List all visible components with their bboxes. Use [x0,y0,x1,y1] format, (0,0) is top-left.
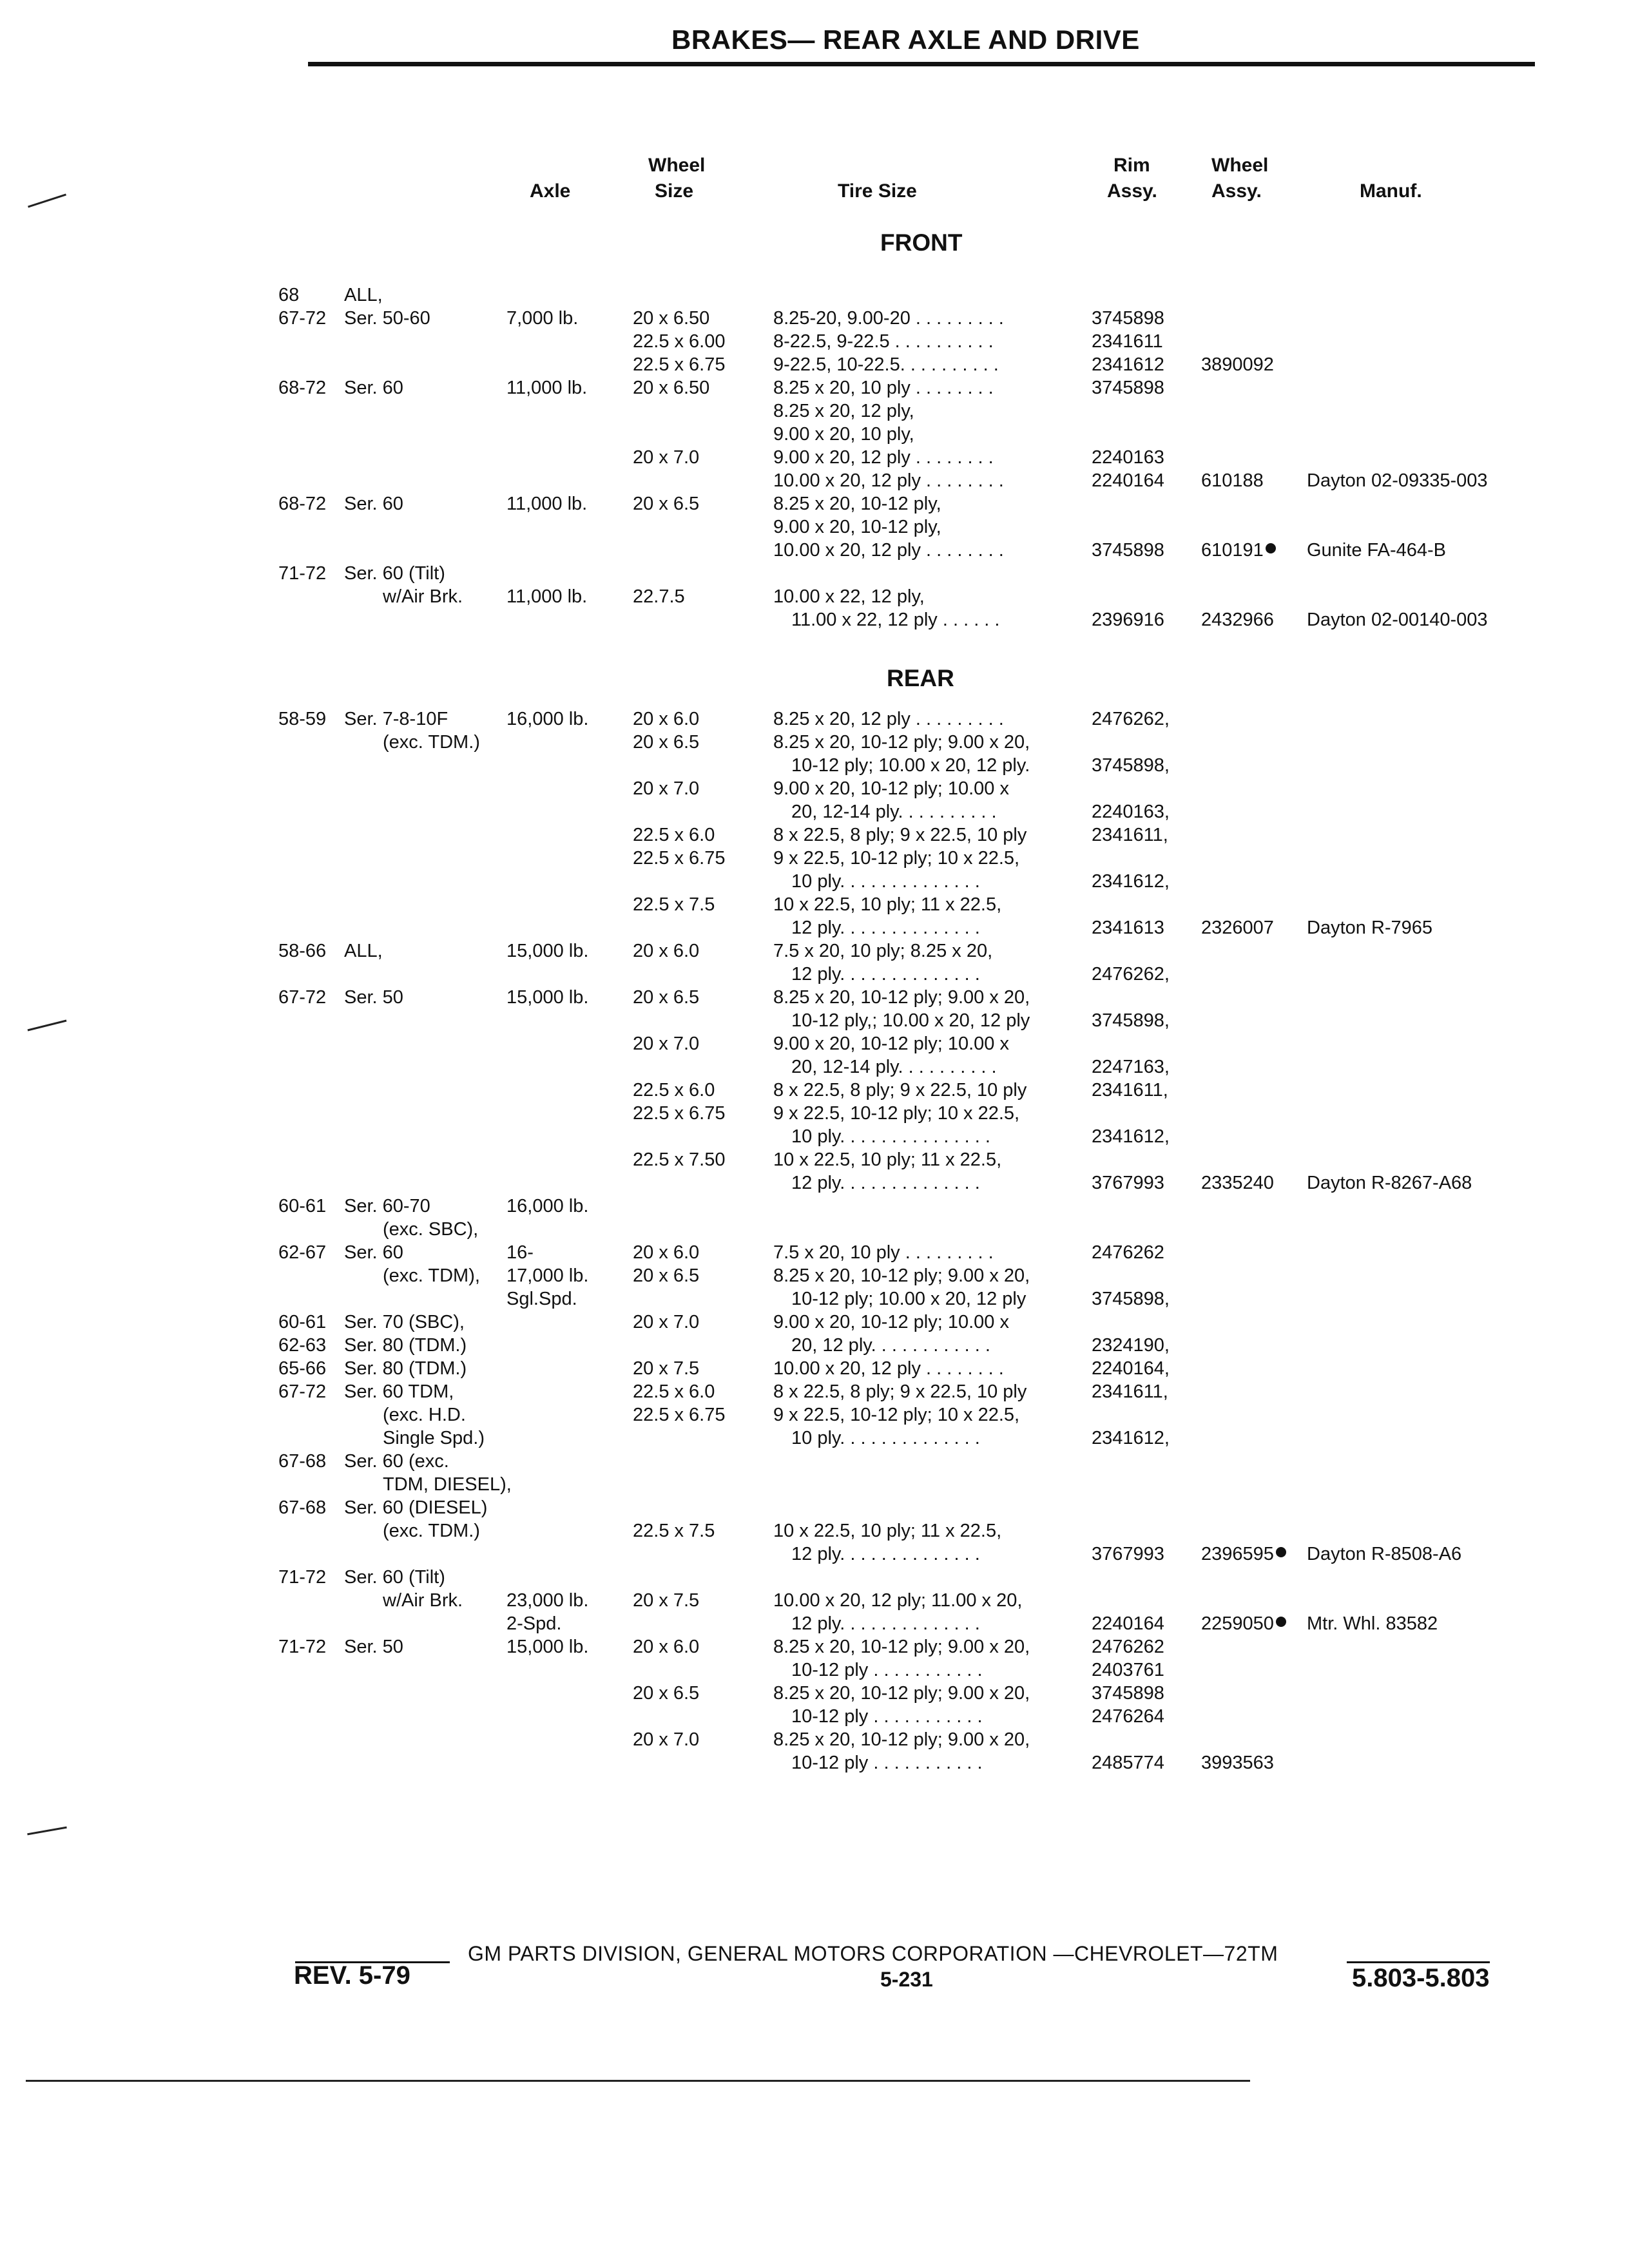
row-model: (exc. TDM), [383,1265,480,1286]
row-rim-assy: 2396916 [1092,610,1164,630]
row-year: 62-67 [278,1242,327,1263]
row-tire-size: 8 x 22.5, 8 ply; 9 x 22.5, 10 ply [773,1381,1027,1402]
row-tire-size: 10 ply. . . . . . . . . . . . . . [791,1428,980,1448]
row-rim-assy: 2341613 [1092,918,1164,938]
row-wheel-size: 20 x 6.5 [633,1265,700,1286]
row-wheel-size: 20 x 7.5 [633,1358,700,1379]
row-axle: 11,000 lb. [506,494,588,514]
row-wheel-assy: 2432966 [1201,610,1274,630]
row-model: Single Spd.) [383,1428,485,1448]
row-rim-assy: 3767993 [1092,1173,1164,1193]
row-tire-size: 8-22.5, 9-22.5 . . . . . . . . . . [773,331,994,352]
row-tire-size: 8.25 x 20, 10-12 ply; 9.00 x 20, [773,732,1030,753]
margin-mark [27,1827,67,1836]
row-tire-size: 8.25 x 20, 10-12 ply; 9.00 x 20, [773,987,1030,1008]
row-tire-size: 10.00 x 20, 12 ply; 11.00 x 20, [773,1590,1023,1611]
row-wheel-size: 20 x 7.5 [633,1590,700,1611]
row-year: 67-68 [278,1451,327,1472]
row-tire-size: 8.25 x 20, 12 ply . . . . . . . . . [773,709,1004,729]
row-model: Ser. 60 [344,494,403,514]
row-tire-size: 10-12 ply . . . . . . . . . . . [791,1753,983,1773]
row-wheel-size: 20 x 7.0 [633,1033,700,1054]
row-wheel-assy: 610188 [1201,470,1264,491]
row-wheel-size: 20 x 6.5 [633,987,700,1008]
row-model: Ser. 60 [344,378,403,398]
row-model: w/Air Brk. [383,1590,463,1611]
row-tire-size: 8.25 x 20, 10-12 ply; 9.00 x 20, [773,1729,1030,1750]
row-manuf: Dayton R-7965 [1307,918,1433,938]
row-tire-size: 9 x 22.5, 10-12 ply; 10 x 22.5, [773,1405,1020,1425]
row-wheel-assy: 3890092 [1201,354,1274,375]
row-manuf: Dayton R-8508-A6 [1307,1544,1462,1564]
margin-mark [28,1020,67,1032]
row-tire-size: 8.25 x 20, 10-12 ply; 9.00 x 20, [773,1683,1030,1704]
row-tire-size: 10 x 22.5, 10 ply; 11 x 22.5, [773,1149,1002,1170]
row-year: 62-63 [278,1335,327,1356]
row-axle: 11,000 lb. [506,378,588,398]
row-rim-assy: 2485774 [1092,1753,1164,1773]
margin-mark [28,193,66,207]
row-wheel-assy: 3993563 [1201,1753,1274,1773]
row-wheel-size: 20 x 7.0 [633,1312,700,1332]
row-model: (exc. TDM.) [383,732,480,753]
row-model: Ser. 60 (Tilt) [344,1567,445,1588]
row-rim-assy: 2476264 [1092,1706,1164,1727]
row-rim-assy: 2240164, [1092,1358,1170,1379]
row-tire-size: 10.00 x 22, 12 ply, [773,586,925,607]
row-tire-size: 9.00 x 20, 12 ply . . . . . . . . [773,447,994,468]
bullet-icon [1276,1547,1286,1557]
row-wheel-size: 22.5 x 6.75 [633,1103,726,1124]
row-model: Ser. 80 (TDM.) [344,1358,467,1379]
row-rim-assy: 3745898, [1092,1010,1170,1031]
row-rim-assy: 2476262, [1092,709,1170,729]
row-axle: 16,000 lb. [506,1196,589,1216]
row-tire-size: 9.00 x 20, 10-12 ply; 10.00 x [773,1033,1009,1054]
row-model: ALL, [344,285,383,305]
row-wheel-size: 20 x 6.5 [633,732,700,753]
row-tire-size: 9.00 x 20, 10-12 ply; 10.00 x [773,778,1009,799]
row-tire-size: 12 ply. . . . . . . . . . . . . . [791,918,980,938]
row-model: Ser. 60 (exc. [344,1451,449,1472]
row-rim-assy: 2341611, [1092,1381,1168,1402]
row-rim-assy: 2324190, [1092,1335,1170,1356]
row-tire-size: 10-12 ply; 10.00 x 20, 12 ply. [791,755,1030,776]
col-axle: Axle [530,180,571,202]
row-model: Ser. 60-70 [344,1196,430,1216]
row-tire-size: 9 x 22.5, 10-12 ply; 10 x 22.5, [773,848,1020,869]
row-rim-assy: 2341612, [1092,871,1170,892]
row-wheel-size: 20 x 6.50 [633,308,710,329]
row-tire-size: 10-12 ply . . . . . . . . . . . [791,1660,983,1680]
row-manuf: Dayton 02-09335-003 [1307,470,1488,491]
footer-rule-right [1347,1961,1490,1963]
row-tire-size: 11.00 x 22, 12 ply . . . . . . [791,610,1000,630]
row-tire-size: 20, 12-14 ply. . . . . . . . . . [791,1057,997,1077]
row-model: Ser. 60 (Tilt) [344,563,445,584]
row-wheel-size: 22.5 x 6.75 [633,354,726,375]
row-rim-assy: 2476262 [1092,1637,1164,1657]
row-tire-size: 8.25-20, 9.00-20 . . . . . . . . . [773,308,1004,329]
row-tire-size: 10 ply. . . . . . . . . . . . . . . [791,1126,990,1147]
col-manuf: Manuf. [1360,180,1422,202]
row-year: 68 [278,285,300,305]
title-rule [308,62,1535,66]
row-model: (exc. SBC), [383,1219,479,1240]
row-wheel-size: 22.7.5 [633,586,685,607]
row-rim-assy: 2240163, [1092,802,1170,822]
row-model: Ser. 7-8-10F [344,709,448,729]
row-tire-size: 10-12 ply . . . . . . . . . . . [791,1706,983,1727]
bullet-icon [1266,543,1276,553]
row-wheel-size: 20 x 7.0 [633,447,700,468]
row-model: Ser. 60 TDM, [344,1381,454,1402]
col-rim-1: Rim [1113,155,1150,176]
row-rim-assy: 3745898 [1092,1683,1164,1704]
row-axle: 15,000 lb. [506,941,589,961]
row-rim-assy: 3745898, [1092,755,1170,776]
row-year: 71-72 [278,1637,327,1657]
row-tire-size: 9.00 x 20, 10-12 ply; 10.00 x [773,1312,1009,1332]
col-tire-size: Tire Size [838,180,917,202]
row-year: 60-61 [278,1312,327,1332]
row-wheel-size: 22.5 x 6.0 [633,825,715,845]
bottom-rule [26,2080,1250,2082]
row-wheel-size: 22.5 x 6.0 [633,1080,715,1100]
row-manuf: Dayton 02-00140-003 [1307,610,1488,630]
section-number: 5.803-5.803 [1352,1964,1490,1992]
row-rim-assy: 3745898 [1092,308,1164,329]
row-year: 67-72 [278,1381,327,1402]
row-year: 60-61 [278,1196,327,1216]
row-wheel-size: 20 x 7.0 [633,1729,700,1750]
col-wheel-assy-1: Wheel [1211,155,1269,176]
row-wheel-size: 22.5 x 6.00 [633,331,726,352]
row-model: w/Air Brk. [383,586,463,607]
row-tire-size: 9.00 x 20, 10 ply, [773,424,914,445]
row-wheel-size: 20 x 6.0 [633,1242,700,1263]
row-model: Ser. 60 [344,1242,403,1263]
row-rim-assy: 3745898, [1092,1289,1170,1309]
row-rim-assy: 3745898 [1092,540,1164,561]
row-rim-assy: 2341612, [1092,1428,1170,1448]
row-wheel-size: 20 x 6.50 [633,378,710,398]
col-rim-2: Assy. [1107,180,1157,202]
row-rim-assy: 2341611, [1092,825,1168,845]
row-model: ALL, [344,941,383,961]
row-rim-assy: 2240164 [1092,1613,1164,1634]
row-wheel-assy: 2326007 [1201,918,1274,938]
row-tire-size: 10 x 22.5, 10 ply; 11 x 22.5, [773,894,1002,915]
row-rim-assy: 2341611, [1092,1080,1168,1100]
row-wheel-size: 22.5 x 6.0 [633,1381,715,1402]
row-tire-size: 10-12 ply,; 10.00 x 20, 12 ply [791,1010,1030,1031]
col-wheel-size-2: Size [655,180,694,202]
row-tire-size: 8 x 22.5, 8 ply; 9 x 22.5, 10 ply [773,1080,1027,1100]
row-axle: 17,000 lb. [506,1265,589,1286]
row-wheel-size: 20 x 6.0 [633,1637,700,1657]
row-axle: 11,000 lb. [506,586,588,607]
row-manuf: Mtr. Whl. 83582 [1307,1613,1438,1634]
row-rim-assy: 2341611 [1092,331,1163,352]
row-wheel-size: 20 x 6.0 [633,941,700,961]
row-axle: Sgl.Spd. [506,1289,577,1309]
row-tire-size: 9-22.5, 10-22.5. . . . . . . . . . [773,354,999,375]
row-axle: 2-Spd. [506,1613,562,1634]
row-model: Ser. 70 (SBC), [344,1312,465,1332]
row-model: Ser. 50-60 [344,308,430,329]
row-year: 67-72 [278,308,327,329]
row-rim-assy: 2341612, [1092,1126,1170,1147]
row-manuf: Dayton R-8267-A68 [1307,1173,1472,1193]
row-tire-size: 10 ply. . . . . . . . . . . . . . [791,871,980,892]
row-tire-size: 12 ply. . . . . . . . . . . . . . [791,1544,980,1564]
row-axle: 16,000 lb. [506,709,589,729]
row-rim-assy: 2341612 [1092,354,1164,375]
row-tire-size: 8.25 x 20, 10 ply . . . . . . . . [773,378,994,398]
row-wheel-size: 20 x 6.5 [633,1683,700,1704]
row-rim-assy: 3767993 [1092,1544,1164,1564]
row-wheel-size: 22.5 x 7.5 [633,894,715,915]
section-rear: REAR [887,665,954,691]
row-year: 71-72 [278,1567,327,1588]
row-tire-size: 12 ply. . . . . . . . . . . . . . [791,1613,980,1634]
row-model: Ser. 60 (DIESEL) [344,1497,488,1518]
row-rim-assy: 2240164 [1092,470,1164,491]
row-axle: 15,000 lb. [506,1637,589,1657]
row-tire-size: 9.00 x 20, 10-12 ply, [773,517,941,537]
row-axle: 16- [506,1242,534,1263]
row-tire-size: 7.5 x 20, 10 ply; 8.25 x 20, [773,941,993,961]
row-wheel-size: 22.5 x 6.75 [633,848,726,869]
row-model: Ser. 50 [344,1637,403,1657]
row-year: 58-59 [278,709,327,729]
row-tire-size: 8.25 x 20, 10-12 ply; 9.00 x 20, [773,1265,1030,1286]
row-rim-assy: 2247163, [1092,1057,1170,1077]
row-axle: 15,000 lb. [506,987,589,1008]
row-tire-size: 10.00 x 20, 12 ply . . . . . . . . [773,540,1004,561]
row-rim-assy: 2403761 [1092,1660,1164,1680]
row-model: TDM, DIESEL), [383,1474,512,1495]
row-rim-assy: 3745898 [1092,378,1164,398]
row-tire-size: 9 x 22.5, 10-12 ply; 10 x 22.5, [773,1103,1020,1124]
row-year: 67-68 [278,1497,327,1518]
row-wheel-size: 22.5 x 6.75 [633,1405,726,1425]
row-rim-assy: 2476262, [1092,964,1170,985]
row-wheel-size: 20 x 7.0 [633,778,700,799]
footer-corp: GM PARTS DIVISION, GENERAL MOTORS CORPORATION —CHEVROLET—72TM [468,1942,1278,1965]
row-rim-assy: 2476262 [1092,1242,1164,1263]
row-tire-size: 12 ply. . . . . . . . . . . . . . [791,1173,980,1193]
row-tire-size: 8 x 22.5, 8 ply; 9 x 22.5, 10 ply [773,825,1027,845]
row-tire-size: 8.25 x 20, 10-12 ply; 9.00 x 20, [773,1637,1030,1657]
page-title: BRAKES— REAR AXLE AND DRIVE [671,24,1140,55]
row-tire-size: 10.00 x 20, 12 ply . . . . . . . . [773,1358,1004,1379]
col-wheel-assy-2: Assy. [1211,180,1262,202]
row-wheel-size: 22.5 x 7.50 [633,1149,726,1170]
col-wheel-size-1: Wheel [648,155,706,176]
row-axle: 23,000 lb. [506,1590,589,1611]
footer-rev: REV. 5-79 [294,1961,410,1990]
row-rim-assy: 2240163 [1092,447,1164,468]
row-model: (exc. H.D. [383,1405,466,1425]
row-tire-size: 8.25 x 20, 10-12 ply, [773,494,941,514]
row-tire-size: 10 x 22.5, 10 ply; 11 x 22.5, [773,1521,1002,1541]
row-tire-size: 20, 12 ply. . . . . . . . . . . . [791,1335,990,1356]
row-year: 65-66 [278,1358,327,1379]
row-tire-size: 7.5 x 20, 10 ply . . . . . . . . . [773,1242,994,1263]
bullet-icon [1276,1617,1286,1627]
row-axle: 7,000 lb. [506,308,579,329]
page-number: 5-231 [880,1968,933,1991]
row-tire-size: 12 ply. . . . . . . . . . . . . . [791,964,980,985]
row-tire-size: 20, 12-14 ply. . . . . . . . . . [791,802,997,822]
row-wheel-assy: 2335240 [1201,1173,1274,1193]
row-tire-size: 10-12 ply; 10.00 x 20, 12 ply [791,1289,1027,1309]
row-year: 58-66 [278,941,327,961]
row-manuf: Gunite FA-464-B [1307,540,1446,561]
row-wheel-assy: 2396595 [1201,1542,1286,1566]
row-year: 68-72 [278,378,327,398]
row-wheel-size: 22.5 x 7.5 [633,1521,715,1541]
row-year: 71-72 [278,563,327,584]
row-wheel-size: 20 x 6.0 [633,709,700,729]
row-model: Ser. 50 [344,987,403,1008]
row-model: (exc. TDM.) [383,1521,480,1541]
row-wheel-assy: 610191 [1201,539,1276,562]
section-front: FRONT [880,229,963,256]
row-model: Ser. 80 (TDM.) [344,1335,467,1356]
row-wheel-assy: 2259050 [1201,1612,1286,1635]
row-year: 68-72 [278,494,327,514]
row-wheel-size: 20 x 6.5 [633,494,700,514]
row-tire-size: 8.25 x 20, 12 ply, [773,401,914,421]
row-year: 67-72 [278,987,327,1008]
row-tire-size: 10.00 x 20, 12 ply . . . . . . . . [773,470,1004,491]
